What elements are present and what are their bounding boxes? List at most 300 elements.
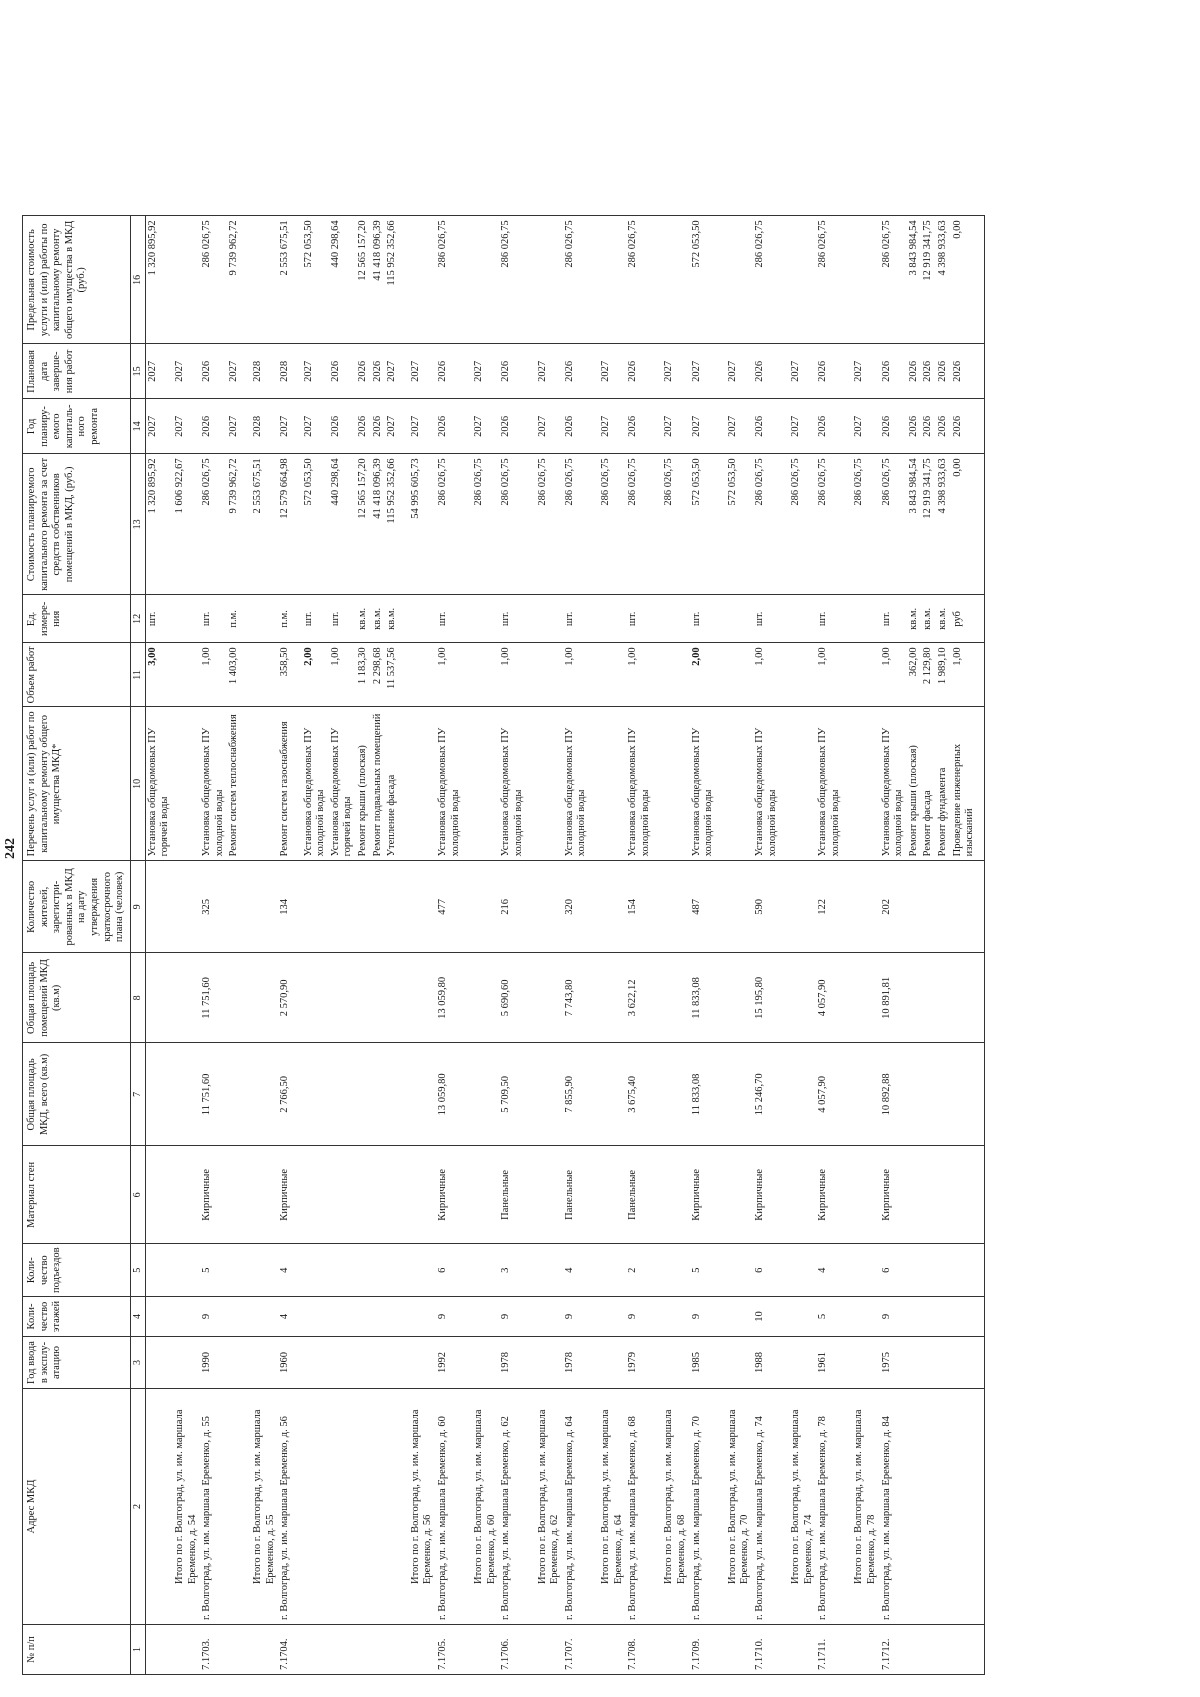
work-year: 2026	[329, 399, 356, 454]
floors-count: 9	[436, 1297, 463, 1337]
entrances-count: 6	[753, 1244, 780, 1297]
empty-cell	[717, 861, 726, 953]
empty-cell	[356, 1337, 371, 1389]
work-year: 2026	[356, 399, 371, 454]
work-name-line: Установка общедомовых ПУ	[437, 727, 449, 857]
total-cost: 286 026,75	[662, 454, 689, 595]
work-unit: шт.	[753, 595, 780, 643]
empty-cell	[843, 1337, 852, 1389]
empty-cell	[227, 861, 242, 953]
work-unit: шт.	[499, 595, 526, 643]
empty-cell	[653, 953, 662, 1043]
work-name-cell	[690, 707, 717, 861]
total-year: 2027	[726, 399, 753, 454]
empty-cell	[717, 344, 726, 399]
column-number: 5	[130, 1244, 145, 1297]
work-name-line: Установка общедомовых ПУ	[329, 727, 341, 857]
building-address: г. Волгоград, ул. им. маршала Еременко, д. 62	[499, 1389, 526, 1625]
rooms-area: 5 690,60	[499, 953, 526, 1043]
work-year: 2026	[921, 399, 936, 454]
empty-cell	[536, 1337, 563, 1389]
work-name-line: Ремонт фундамента	[937, 767, 949, 857]
empty-cell	[409, 707, 436, 861]
work-end-date: 2027	[690, 344, 717, 399]
work-cost: 3 843 984,54	[907, 454, 922, 595]
work-name-line: Ремонт подвальных помещений	[371, 713, 383, 857]
work-unit: шт.	[880, 595, 907, 643]
work-name-line: Установка общедомовых ПУ	[753, 727, 765, 857]
work-name-line: горячей воды	[342, 796, 354, 857]
work-end-date: 2026	[499, 344, 526, 399]
work-name-line: Ремонт систем газоснабжения	[279, 721, 291, 857]
total-year: 2027	[662, 399, 689, 454]
empty-cell	[536, 1244, 563, 1297]
work-limit: 12 919 341,75	[921, 216, 936, 344]
empty-cell	[951, 1244, 978, 1297]
empty-cell	[789, 216, 816, 344]
empty-cell	[653, 707, 662, 861]
empty-cell	[726, 707, 753, 861]
work-name-cell	[200, 707, 227, 861]
work-cost: 286 026,75	[499, 454, 526, 595]
empty-cell	[293, 1043, 302, 1146]
empty-cell	[843, 1043, 852, 1146]
empty-cell	[409, 1244, 436, 1297]
empty-cell	[978, 595, 985, 643]
empty-cell	[590, 1043, 599, 1146]
empty-cell	[371, 1625, 386, 1675]
work-name-line: Установка общедомовых ПУ	[563, 727, 575, 857]
empty-cell	[371, 1337, 386, 1389]
empty-cell	[536, 216, 563, 344]
work-unit: шт.	[816, 595, 843, 643]
empty-cell	[527, 953, 536, 1043]
empty-cell	[780, 344, 789, 399]
work-limit: 572 053,50	[690, 216, 717, 344]
empty-cell	[662, 707, 689, 861]
empty-cell	[329, 1297, 356, 1337]
empty-cell	[936, 1244, 951, 1297]
work-volume: 1 183,30	[356, 643, 371, 707]
empty-cell	[242, 861, 251, 953]
work-end-date: 2026	[951, 344, 978, 399]
empty-cell	[227, 953, 242, 1043]
empty-cell	[173, 216, 200, 344]
total-area: 3 675,40	[626, 1043, 653, 1146]
empty-cell	[463, 344, 472, 399]
empty-cell	[726, 595, 753, 643]
empty-cell	[251, 1337, 278, 1389]
work-year: 2026	[563, 399, 590, 454]
building-row	[499, 216, 526, 1675]
empty-cell	[242, 1043, 251, 1146]
building-number: 7.1712.	[880, 1625, 907, 1675]
total-cost: 2 553 675,51	[251, 454, 278, 595]
empty-cell	[662, 1043, 689, 1146]
column-number: 8	[130, 953, 145, 1043]
total-unit: шт.	[145, 595, 173, 643]
empty-cell	[726, 1297, 753, 1337]
work-year: 2026	[753, 399, 780, 454]
building-row	[753, 216, 780, 1675]
work-unit: кв.м.	[356, 595, 371, 643]
rooms-area: 15 195,80	[753, 953, 780, 1043]
building-address: г. Волгоград, ул. им. маршала Еременко, д. 64	[563, 1389, 590, 1625]
header-residents: Количество жителей, зарегистри-рованных в МКД на дату утверждения краткосрочного плана (человек)	[23, 861, 131, 953]
work-name-cell	[436, 707, 463, 861]
empty-cell	[536, 707, 563, 861]
commission-year: 1988	[753, 1337, 780, 1389]
floors-count: 9	[200, 1297, 227, 1337]
empty-cell	[951, 953, 978, 1043]
floors-count: 10	[753, 1297, 780, 1337]
residents-count: 590	[753, 861, 780, 953]
total-area: 15 246,70	[753, 1043, 780, 1146]
work-limit: 286 026,75	[816, 216, 843, 344]
empty-cell	[599, 953, 626, 1043]
empty-cell	[653, 595, 662, 643]
empty-cell	[400, 1043, 409, 1146]
empty-cell	[921, 953, 936, 1043]
total-row	[409, 216, 436, 1675]
work-end-date: 2026	[907, 344, 922, 399]
empty-cell	[242, 344, 251, 399]
empty-cell	[726, 1146, 753, 1244]
work-unit: кв.м.	[921, 595, 936, 643]
empty-cell	[385, 1337, 400, 1389]
rooms-area: 11 833,08	[690, 953, 717, 1043]
work-unit: п.м.	[278, 595, 293, 643]
empty-cell	[173, 643, 200, 707]
column-number-row	[130, 216, 145, 1675]
empty-cell	[329, 1625, 356, 1675]
rooms-area: 10 891,81	[880, 953, 907, 1043]
empty-cell	[653, 1337, 662, 1389]
work-cost: 41 418 096,39	[371, 454, 386, 595]
work-year: 2026	[936, 399, 951, 454]
wall-material: Кирпичные	[278, 1146, 293, 1244]
empty-cell	[409, 595, 436, 643]
empty-cell	[463, 1389, 472, 1625]
total-area: 4 057,90	[816, 1043, 843, 1146]
total-end-date: 2027	[536, 344, 563, 399]
header-commission-year: Год ввода в эксплу-атацию	[23, 1337, 131, 1389]
empty-cell	[242, 1297, 251, 1337]
work-cost: 572 053,50	[690, 454, 717, 595]
empty-cell	[662, 1337, 689, 1389]
spacer-row	[293, 216, 302, 1675]
header-wall-material: Материал стен	[23, 1146, 131, 1244]
work-cost: 286 026,75	[626, 454, 653, 595]
empty-cell	[599, 643, 626, 707]
empty-cell	[242, 399, 251, 454]
total-label: Итого по г. Волгоград, ул. им. маршала Еременко, д. 68	[662, 1389, 689, 1625]
work-cost: 286 026,75	[816, 454, 843, 595]
empty-cell	[400, 344, 409, 399]
empty-cell	[527, 1337, 536, 1389]
work-row	[907, 216, 922, 1675]
column-number: 2	[130, 1389, 145, 1625]
empty-cell	[242, 1625, 251, 1675]
wall-material: Панельные	[626, 1146, 653, 1244]
column-number: 7	[130, 1043, 145, 1146]
building-row	[816, 216, 843, 1675]
total-end-date: 2027	[726, 344, 753, 399]
building-number: 7.1709.	[690, 1625, 717, 1675]
commission-year: 1985	[690, 1337, 717, 1389]
empty-cell	[242, 1337, 251, 1389]
empty-cell	[662, 1625, 689, 1675]
empty-cell	[227, 1625, 242, 1675]
column-number: 13	[130, 454, 145, 595]
empty-cell	[843, 1244, 852, 1297]
spacer-row	[780, 216, 789, 1675]
empty-cell	[251, 953, 278, 1043]
empty-cell	[145, 1337, 173, 1389]
empty-cell	[653, 643, 662, 707]
empty-cell	[789, 1146, 816, 1244]
spacer-row	[653, 216, 662, 1675]
empty-cell	[385, 1297, 400, 1337]
empty-cell	[463, 953, 472, 1043]
work-volume: 1,00	[951, 643, 978, 707]
wall-material: Кирпичные	[200, 1146, 227, 1244]
empty-cell	[780, 1625, 789, 1675]
work-name-cell	[936, 707, 951, 861]
empty-cell	[978, 454, 985, 595]
empty-cell	[409, 1297, 436, 1337]
empty-cell	[653, 1297, 662, 1337]
empty-cell	[599, 595, 626, 643]
empty-cell	[662, 953, 689, 1043]
empty-cell	[527, 707, 536, 861]
total-row	[173, 216, 200, 1675]
empty-cell	[653, 344, 662, 399]
empty-cell	[293, 1625, 302, 1675]
empty-cell	[472, 861, 499, 953]
empty-cell	[599, 1625, 626, 1675]
work-name-line: Ремонт систем теплоснабжения	[228, 714, 240, 857]
empty-cell	[472, 643, 499, 707]
empty-cell	[936, 1146, 951, 1244]
empty-cell	[936, 1043, 951, 1146]
work-limit: 286 026,75	[563, 216, 590, 344]
work-row	[329, 216, 356, 1675]
work-name-line: Ремонт фасада	[922, 790, 934, 857]
work-cost: 12 579 664,98	[278, 454, 293, 595]
empty-cell	[173, 595, 200, 643]
empty-cell	[527, 1297, 536, 1337]
empty-cell	[409, 1337, 436, 1389]
empty-cell	[251, 1297, 278, 1337]
residents-count: 216	[499, 861, 526, 953]
empty-cell	[726, 953, 753, 1043]
total-year: 2027	[599, 399, 626, 454]
empty-cell	[472, 1297, 499, 1337]
empty-cell	[251, 216, 278, 344]
empty-cell	[227, 1043, 242, 1146]
spacer-row	[527, 216, 536, 1675]
rooms-area: 11 751,60	[200, 953, 227, 1043]
empty-cell	[780, 1297, 789, 1337]
work-cost: 286 026,75	[753, 454, 780, 595]
empty-cell	[463, 595, 472, 643]
work-volume: 2 298,68	[371, 643, 386, 707]
work-volume: 2 129,80	[921, 643, 936, 707]
empty-cell	[921, 861, 936, 953]
work-cost: 286 026,75	[200, 454, 227, 595]
building-number: 7.1703.	[200, 1625, 227, 1675]
spacer-row	[463, 216, 472, 1675]
rooms-area: 2 570,90	[278, 953, 293, 1043]
total-year: 2027	[302, 399, 329, 454]
empty-cell	[472, 953, 499, 1043]
empty-cell	[293, 399, 302, 454]
wall-material: Панельные	[563, 1146, 590, 1244]
empty-cell	[921, 1043, 936, 1146]
total-end-date: 2027	[599, 344, 626, 399]
empty-cell	[843, 861, 852, 953]
building-address: г. Волгоград, ул. им. маршала Еременко, д. 68	[626, 1389, 653, 1625]
empty-cell	[717, 595, 726, 643]
total-row	[251, 216, 278, 1675]
work-row	[951, 216, 978, 1675]
empty-cell	[717, 399, 726, 454]
empty-cell	[936, 1625, 951, 1675]
empty-cell	[717, 643, 726, 707]
empty-cell	[653, 399, 662, 454]
rooms-area: 4 057,90	[816, 953, 843, 1043]
empty-cell	[536, 595, 563, 643]
work-year: 2027	[278, 399, 293, 454]
empty-cell	[293, 1146, 302, 1244]
entrances-count: 6	[880, 1244, 907, 1297]
empty-cell	[907, 1043, 922, 1146]
empty-cell	[717, 707, 726, 861]
empty-cell	[717, 1146, 726, 1244]
work-end-date: 2026	[936, 344, 951, 399]
total-area: 13 059,80	[436, 1043, 463, 1146]
empty-cell	[527, 1625, 536, 1675]
column-number: 12	[130, 595, 145, 643]
work-name-line: Установка общедомовых ПУ	[627, 727, 639, 857]
empty-cell	[951, 1337, 978, 1389]
header-entrances: Коли-чество подъездов	[23, 1244, 131, 1297]
total-year: 2027	[472, 399, 499, 454]
work-name-cell	[563, 707, 590, 861]
wall-material: Панельные	[499, 1146, 526, 1244]
work-end-date: 2026	[753, 344, 780, 399]
total-cost: 286 026,75	[599, 454, 626, 595]
entrances-count: 3	[499, 1244, 526, 1297]
column-number: 11	[130, 643, 145, 707]
empty-cell	[227, 1389, 242, 1625]
total-volume: 3,00	[145, 643, 173, 707]
empty-cell	[789, 643, 816, 707]
work-name-line: холодной воды	[639, 789, 651, 857]
work-volume: 1 403,00	[227, 643, 242, 707]
work-name-cell	[278, 707, 293, 861]
empty-cell	[590, 344, 599, 399]
floors-count: 9	[626, 1297, 653, 1337]
empty-cell	[173, 1625, 200, 1675]
total-cost: 1 320 895,92	[145, 454, 173, 595]
empty-cell	[726, 1043, 753, 1146]
empty-cell	[527, 399, 536, 454]
total-end-date: 2027	[852, 344, 879, 399]
work-name-line: холодной воды	[449, 789, 461, 857]
empty-cell	[371, 1043, 386, 1146]
empty-cell	[789, 1337, 816, 1389]
wall-material: Кирпичные	[816, 1146, 843, 1244]
column-number: 6	[130, 1146, 145, 1244]
empty-cell	[717, 953, 726, 1043]
work-name-line: холодной воды	[213, 789, 225, 857]
empty-cell	[227, 1297, 242, 1337]
empty-cell	[951, 1625, 978, 1675]
work-row	[921, 216, 936, 1675]
work-name-cell	[385, 707, 400, 861]
work-year: 2026	[907, 399, 922, 454]
work-volume: 1 989,10	[936, 643, 951, 707]
total-year: 2027	[789, 399, 816, 454]
floors-count: 5	[816, 1297, 843, 1337]
empty-cell	[145, 1297, 173, 1337]
spacer-row	[717, 216, 726, 1675]
total-cost: 572 053,50	[302, 454, 329, 595]
empty-cell	[463, 454, 472, 595]
empty-cell	[173, 1146, 200, 1244]
work-year: 2026	[951, 399, 978, 454]
empty-cell	[978, 216, 985, 344]
empty-cell	[242, 216, 251, 344]
empty-cell	[590, 1297, 599, 1337]
work-name-cell	[921, 707, 936, 861]
empty-cell	[907, 1297, 922, 1337]
empty-cell	[662, 643, 689, 707]
work-end-date: 2026	[880, 344, 907, 399]
empty-cell	[590, 1146, 599, 1244]
total-area: 11 751,60	[200, 1043, 227, 1146]
empty-cell	[227, 1244, 242, 1297]
work-end-date: 2027	[227, 344, 242, 399]
empty-cell	[590, 953, 599, 1043]
work-name-line: Установка общедомовых ПУ	[880, 727, 892, 857]
empty-cell	[251, 1146, 278, 1244]
floors-count: 9	[690, 1297, 717, 1337]
work-limit: 2 553 675,51	[278, 216, 293, 344]
empty-cell	[409, 216, 436, 344]
empty-cell	[936, 1389, 951, 1625]
total-year: 2028	[251, 399, 278, 454]
empty-cell	[978, 1337, 985, 1389]
empty-cell	[843, 399, 852, 454]
empty-cell	[463, 643, 472, 707]
empty-cell	[978, 1146, 985, 1244]
work-year: 2026	[200, 399, 227, 454]
empty-cell	[599, 1297, 626, 1337]
work-name-cell	[499, 707, 526, 861]
empty-cell	[145, 1043, 173, 1146]
empty-cell	[329, 1146, 356, 1244]
total-row	[472, 216, 499, 1675]
empty-cell	[852, 595, 879, 643]
empty-cell	[409, 1146, 436, 1244]
empty-cell	[843, 953, 852, 1043]
work-limit: 286 026,75	[753, 216, 780, 344]
empty-cell	[329, 861, 356, 953]
empty-cell	[409, 1625, 436, 1675]
